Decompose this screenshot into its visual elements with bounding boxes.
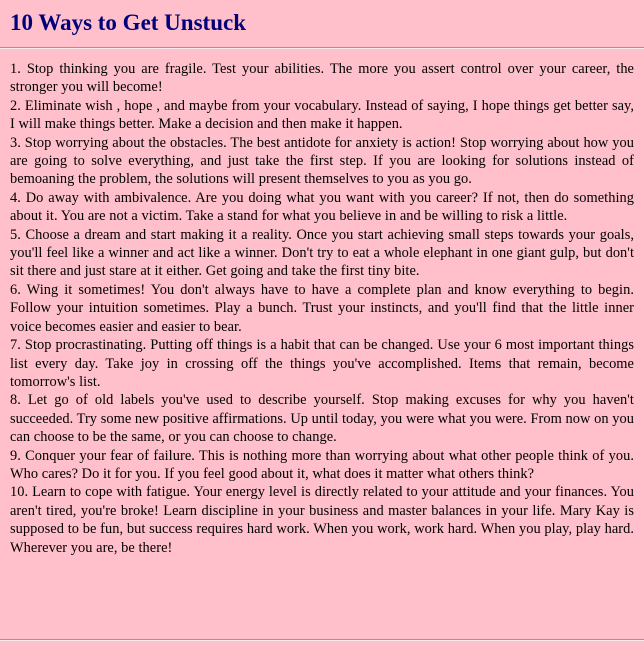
tip-10: 10. Learn to cope with fatigue. Your energy level is directly related to your attitude and your finances. You aren't tired, you're broke! Learn discipline in your business and master balances in your life. Mary Kay is supposed to be fun, but success requires hard work. When you work, work hard. When you play, play hard. Wherever you are, be there!: [10, 484, 634, 556]
title-divider: [0, 47, 644, 49]
tips-list: [10, 60, 634, 557]
tip-1: 1. Stop thinking you are fragile. Test your abilities. The more you assert control over your career, the stronger you will become!: [10, 61, 634, 96]
tip-5: 5. Choose a dream and start making it a reality. Once you start achieving small steps towards your goals, you'll feel like a winner and act like a winner. Don't try to eat a whole elephant in one giant gulp, but don't sit there and just stare at it either. Get going and take the first tiny bite.: [10, 226, 634, 280]
page-title: 10 Ways to Get Unstuck: [10, 10, 246, 35]
tip-3: 3. Stop worrying about the obstacles. The best antidote for anxiety is action! Stop worrying about how you are going to solve everything, and just take the first step. If you are looking for solutions instead of bemoaning the problem, the solutions will present themselves to you as you go.: [10, 134, 634, 188]
tip-2: 2. Eliminate wish , hope , and maybe from your vocabulary. Instead of saying, I hope things get better say, I will make things better. Make a decision and then make it happen.: [10, 97, 634, 133]
bottom-divider: [0, 639, 644, 641]
tip-9: 9. Conquer your fear of failure. This is nothing more than worrying about what other people think of you. Who cares? Do it for you. If you feel good about it, what does it matter what others think?: [10, 447, 634, 482]
tip-8: 8. Let go of old labels you've used to describe yourself. Stop making excuses for why you haven't succeeded. Try some new positive affirmations. Up until today, you were what you were. From now on you can choose to be the same, or you can choose to change.: [10, 392, 634, 446]
tip-7: 7. Stop procrastinating. Putting off things is a habit that can be changed. Use your 6 most important things list every day. Take joy in crossing off the things you've accomplished. Items that remain, become tomorrow's list.: [10, 337, 634, 390]
tip-4: 4. Do away with ambivalence. Are you doing what you want with you career? If not, then do something about it. You are not a victim. Take a stand for what you believe in and be willing to risk a little.: [10, 189, 634, 225]
tip-6: 6. Wing it sometimes! You don't always have to have a complete plan and know everything to begin. Follow your intuition sometimes. Play a bunch. Trust your instincts, and you'll find that the little inner voice becomes easier and easier to bear.: [10, 281, 634, 335]
